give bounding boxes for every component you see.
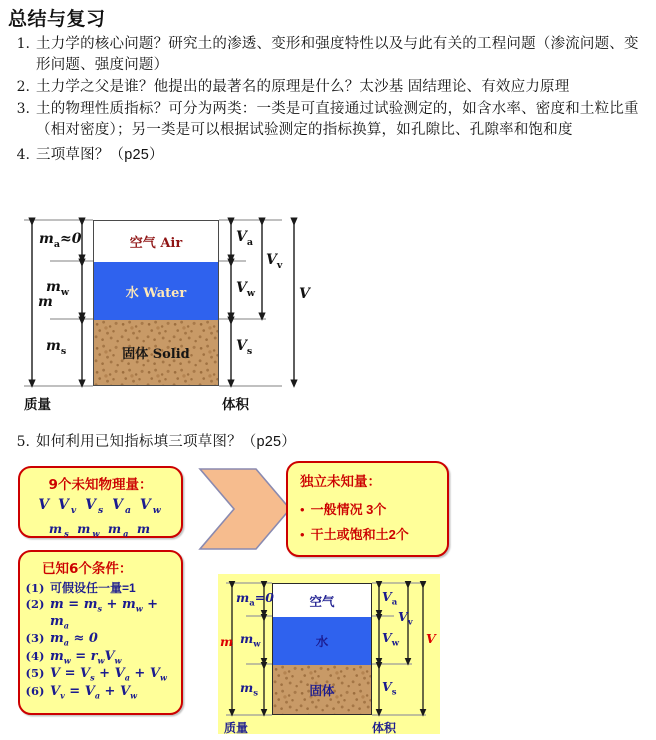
list-item	[6, 145, 650, 166]
conditions-box	[18, 550, 183, 715]
list-item	[300, 499, 447, 518]
condition-row	[20, 684, 181, 701]
volume-void-label: $V_v$	[398, 609, 413, 628]
volume-water-label: $V_w$	[382, 630, 400, 649]
condition-formula: $m_w = r_wV_w$	[50, 648, 122, 666]
list-item-number: 2.	[16, 79, 30, 95]
list-item-text: 土力学的核心问题？研究土的渗透、变形和强度特性以及与此有关的工程问题（渗流问题、变形问题、强度问题）	[36, 36, 639, 73]
condition-formula: $V_v = V_a + V_w$	[50, 683, 137, 701]
question-list	[6, 34, 650, 167]
mass-solid-label: $m_s$	[46, 338, 67, 357]
list-item	[6, 77, 650, 98]
volume-total-label: V	[299, 286, 310, 302]
volume-caption: 体积	[372, 721, 397, 735]
mass-total-label: m	[38, 294, 53, 310]
bullet-dot-icon: •	[300, 527, 305, 542]
page-title: 总结与复习	[8, 8, 106, 30]
list-item-text: 土力学之父是谁？他提出的最著名的原理是什么？太沙基 固结理论、有效应力原理	[36, 79, 570, 95]
mass-caption: 质量	[24, 397, 51, 412]
list-item	[6, 34, 650, 76]
conditions-box-title: 已知6个条件：	[42, 561, 133, 577]
unknowns-box	[18, 466, 183, 538]
volume-void-label: $V_v$	[266, 252, 283, 271]
layer-air-label: 空气 Air	[129, 236, 183, 251]
mass-total-label: m	[220, 634, 234, 649]
condition-row	[20, 649, 181, 666]
volume-total-label: V	[426, 631, 436, 646]
layer-air-label: 空气	[309, 593, 335, 609]
chevron-arrow-icon	[196, 463, 294, 555]
list-item-text: 三项草图？（p25）	[36, 147, 164, 163]
three-phase-diagram-main	[14, 216, 314, 412]
volume-solid-label: $V_s$	[236, 338, 253, 357]
list-item-text: 土的物理性质指标？可分为两类：一类是可直接通过试验测定的，如含水率、密度和土粒比重（相对密度）；另一类是可以根据试验测定的指标换算，如孔隙比、孔隙率和饱和度	[36, 101, 639, 138]
condition-formula: $V = V_s + V_a + V_w$	[50, 666, 167, 683]
layer-water-label: 水	[315, 634, 329, 649]
condition-row	[20, 666, 181, 683]
condition-index: (1)	[25, 581, 45, 595]
condition-text: 可假设任一量=1	[50, 581, 136, 595]
list-item-number: 5.	[16, 434, 30, 450]
list-item-text: 如何利用已知指标填三项草图？（p25）	[36, 434, 296, 450]
volume-water-label: $V_w$	[236, 280, 256, 299]
condition-index: (3)	[25, 631, 45, 646]
independent-bullet-text: 一般情况 3个	[310, 502, 387, 517]
mass-air-label: $m_a\approx 0$	[39, 231, 82, 250]
condition-formula: $m = m_s + m_w + m_a$	[50, 597, 159, 631]
independent-box-title: 独立未知量：	[300, 474, 381, 490]
list-item-number: 1.	[16, 36, 30, 52]
volume-air-label: $V_a$	[382, 589, 398, 608]
bullet-dot-icon: •	[300, 502, 305, 517]
volume-solid-label: $V_s$	[382, 679, 397, 698]
three-phase-diagram-mini	[218, 574, 440, 734]
condition-formula: $m_a \approx 0$	[50, 631, 98, 648]
condition-row	[20, 597, 181, 630]
volume-air-label: $V_a$	[236, 229, 254, 248]
list-item	[6, 432, 646, 453]
layer-water-label: 水 Water	[125, 285, 187, 301]
unknowns-volume-vars: V $V_v$ $V_s$ $V_a$ $V_w$	[38, 497, 163, 516]
layer-solid-label: 固体	[309, 682, 335, 698]
unknowns-mass-vars: $m_s$ $m_w$ $m_a$ m	[48, 520, 153, 539]
list-item	[6, 99, 650, 141]
condition-index: (6)	[25, 683, 45, 698]
layer-solid-label: 固体 Solid	[122, 347, 190, 362]
mass-caption: 质量	[224, 721, 249, 735]
volume-caption: 体积	[222, 397, 249, 412]
independent-unknowns-box	[286, 461, 449, 557]
list-item-number: 3.	[16, 101, 30, 117]
list-item	[300, 524, 447, 543]
condition-index: (5)	[25, 666, 45, 681]
list-item-number: 4.	[16, 147, 30, 163]
mass-water-label: $m_w$	[240, 631, 261, 650]
mass-air-label: $m_a=0$	[236, 590, 274, 609]
unknowns-box-title: 9个未知物理量：	[48, 477, 153, 493]
mass-water-label: $m_w$	[46, 279, 70, 298]
condition-index: (2)	[25, 597, 45, 611]
condition-index: (4)	[25, 648, 45, 663]
independent-bullet-text: 干土或饱和土2个	[310, 527, 409, 542]
mass-solid-label: $m_s$	[240, 680, 259, 699]
condition-row	[20, 631, 181, 648]
condition-row	[20, 579, 181, 596]
